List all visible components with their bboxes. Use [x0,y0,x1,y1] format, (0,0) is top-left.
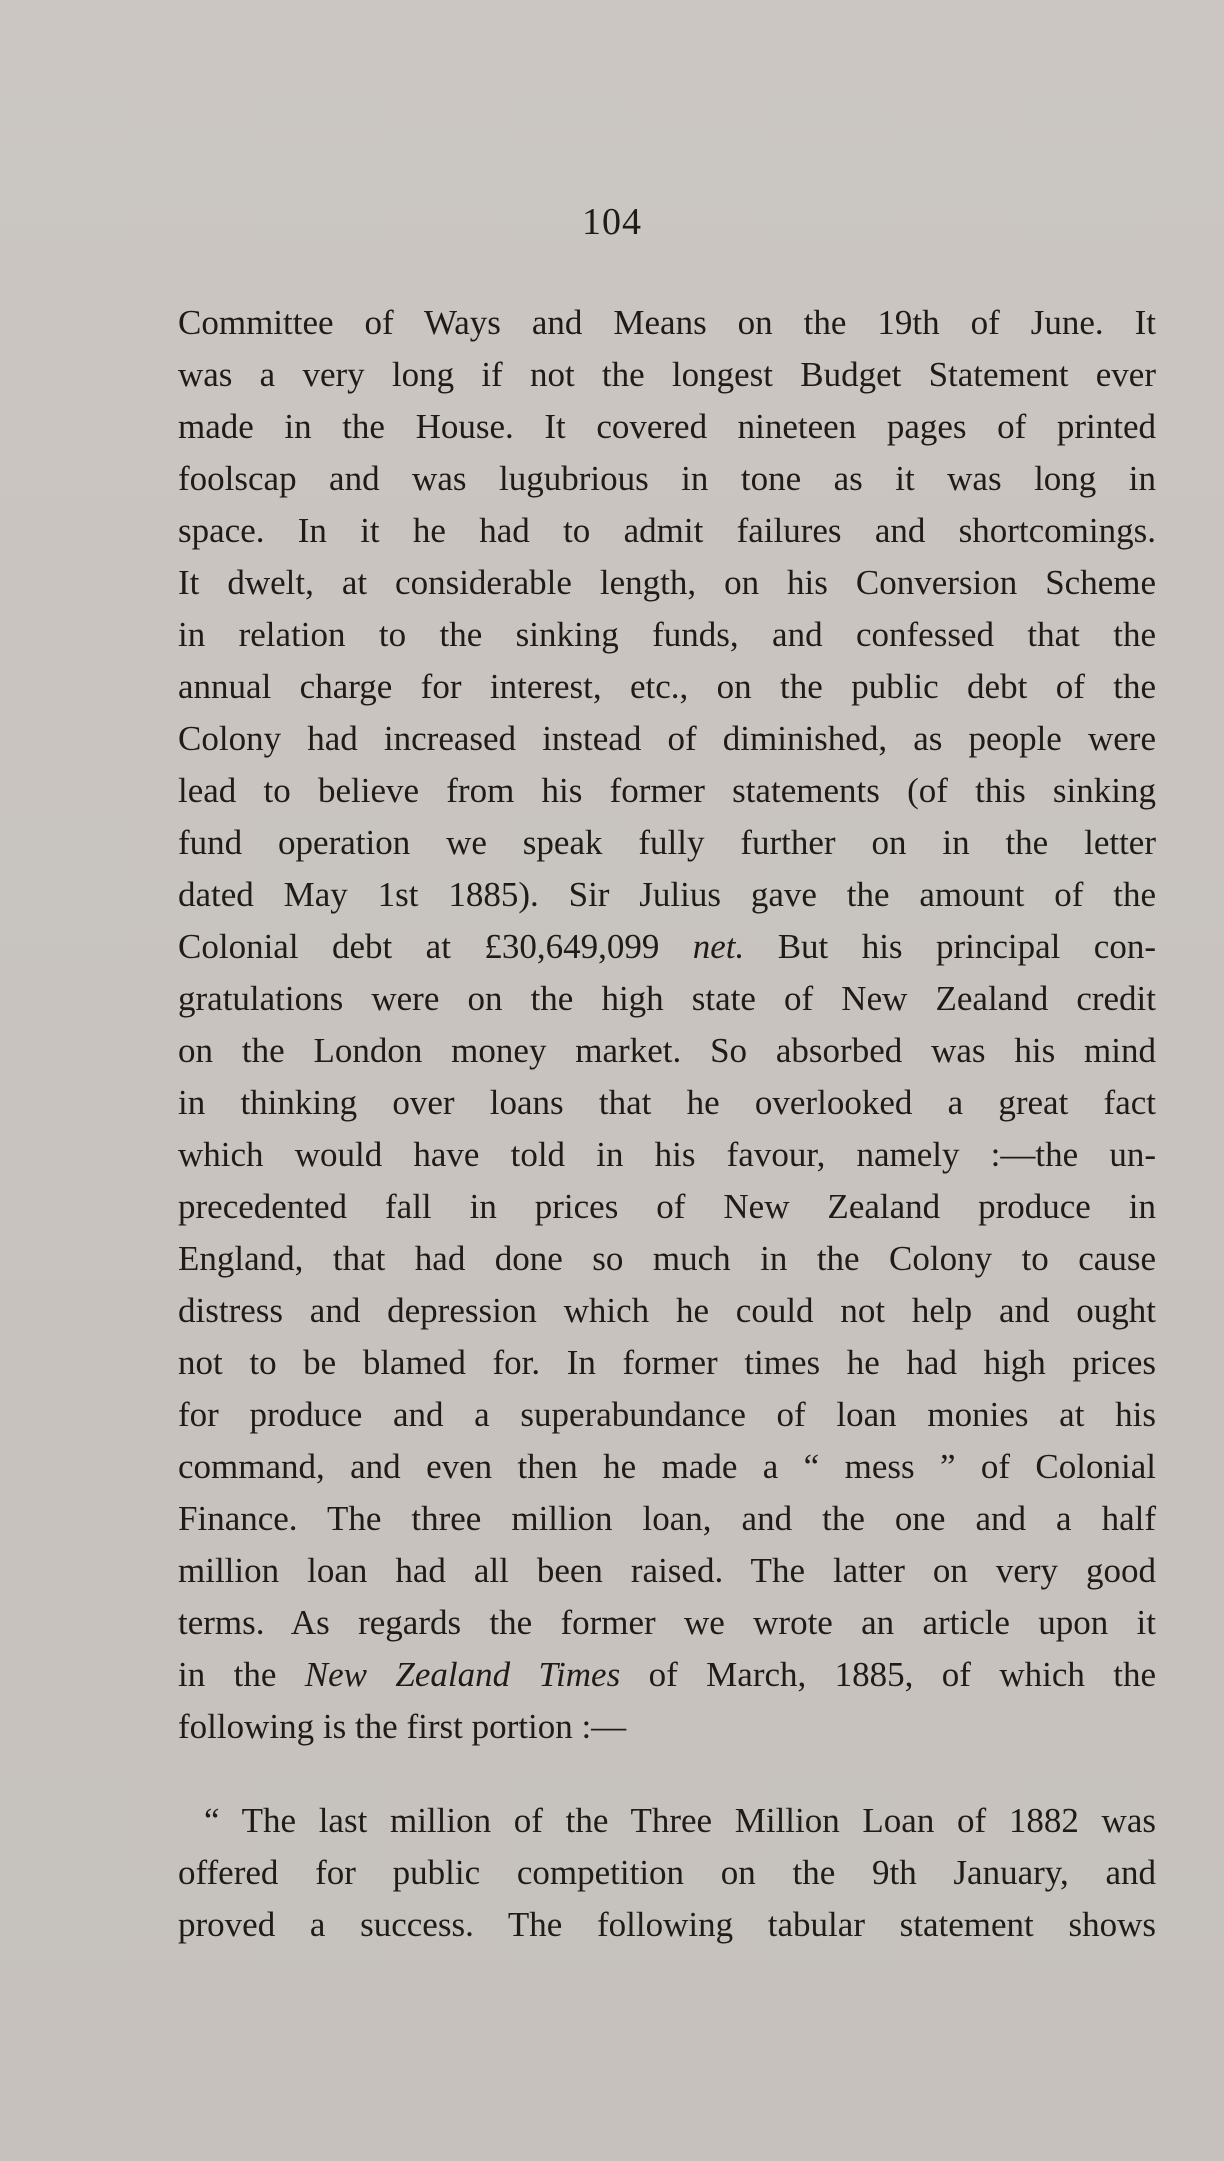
italic-net: net. [692,927,745,966]
text-line: Finance. The three million loan, and the one and a half [178,1499,1156,1538]
text-span: Colonial debt at £30,649,099 [178,927,693,966]
text-line: on the London money market. So absorbed was his mind [178,1031,1156,1070]
text-line: in thinking over loans that he overlooked a great fact [178,1083,1156,1122]
text-line: Committee of Ways and Means on the 19th of June. It [178,303,1156,342]
text-line: proved a success. The following tabular statement shows [178,1905,1156,1944]
text-span: But his principal con- [744,927,1156,966]
text-line: command, and even then he made a “ mess ” of Colonial [178,1447,1156,1486]
text-span: of March, 1885, of which the [620,1655,1157,1694]
text-line: It dwelt, at considerable length, on his Conversion Scheme [178,563,1156,602]
text-line: was a very long if not the longest Budget Statement ever [178,355,1156,394]
text-line: “ The last million of the Three Million Loan of 1882 was [204,1801,1156,1840]
text-line: dated May 1st 1885). Sir Julius gave the amount of the [178,875,1156,914]
text-line: distress and depression which he could not help and ought [178,1291,1156,1330]
text-line: England, that had done so much in the Colony to cause [178,1239,1156,1278]
text-line [178,921,1156,973]
text-line: for produce and a superabundance of loan monies at his [178,1395,1156,1434]
text-line: not to be blamed for. In former times he had high prices [178,1343,1156,1382]
text-line: gratulations were on the high state of New Zealand credit [178,979,1156,1018]
text-line: terms. As regards the former we wrote an article upon it [178,1603,1156,1642]
text-line [178,1649,1156,1701]
text-line: in relation to the sinking funds, and confessed that the [178,615,1156,654]
text-line: following is the first portion :— [178,1707,627,1746]
text-line: offered for public competition on the 9th January, and [178,1853,1156,1892]
text-line: fund operation we speak fully further on in the letter [178,823,1156,862]
text-line: made in the House. It covered nineteen pages of printed [178,407,1156,446]
text-line: which would have told in his favour, namely :—the un- [178,1135,1156,1174]
text-line: foolscap and was lugubrious in tone as it was long in [178,459,1156,498]
text-span: in the [178,1655,305,1694]
text-line: million loan had all been raised. The latter on very good [178,1551,1156,1590]
text-line: lead to believe from his former statements (of this sinking [178,771,1156,810]
page-number: 104 [582,201,642,243]
text-line: annual charge for interest, etc., on the public debt of the [178,667,1156,706]
text-line: Colony had increased instead of diminished, as people were [178,719,1156,758]
italic-newspaper-title: New Zealand Times [304,1655,621,1694]
text-line: precedented fall in prices of New Zealand produce in [178,1187,1156,1226]
text-line: space. In it he had to admit failures and shortcomings. [178,511,1156,550]
